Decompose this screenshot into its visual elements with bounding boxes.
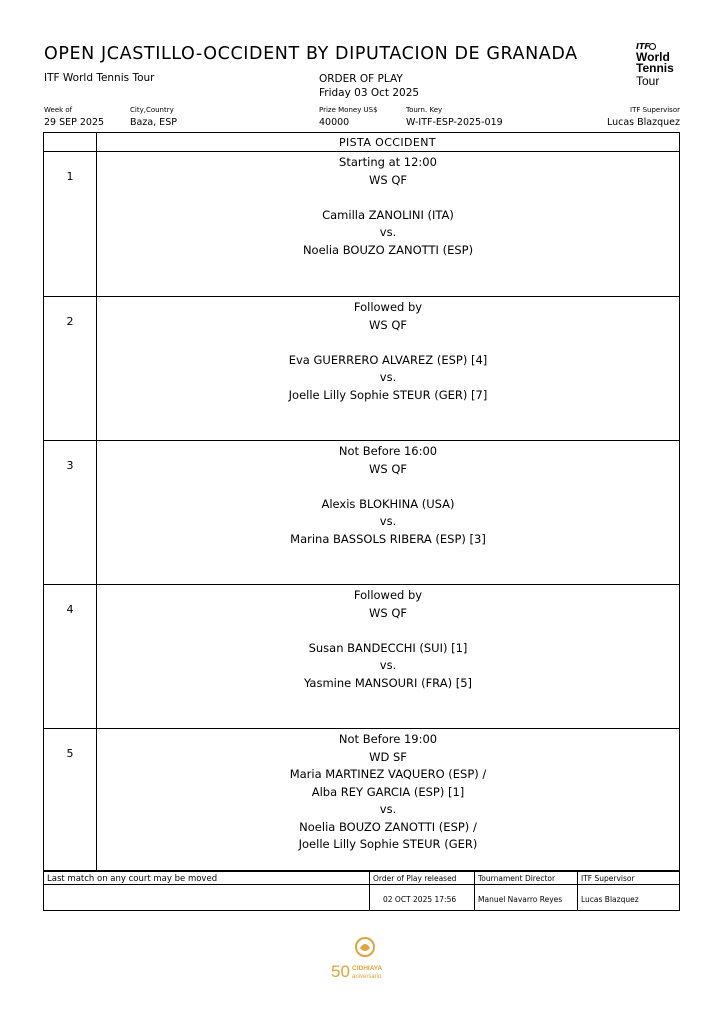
match-details (97, 587, 679, 692)
logo-line-tour: Tour (636, 74, 660, 88)
team-1-player-a: Maria MARTINEZ VAQUERO (ESP) / (289, 767, 487, 781)
logo-wordmark (636, 52, 674, 74)
footer-note: Last match on any court may be moved (47, 874, 218, 884)
footer-supervisor-value: Lucas Blazquez (581, 895, 639, 904)
itf-logo-mark: ITF (636, 42, 650, 51)
player-1: Camilla ZANOLINI (ITA) (322, 207, 454, 222)
anniversary-leaf-icon (360, 944, 370, 951)
match-row-4 (44, 585, 679, 729)
itf-world-tennis-tour-logo (632, 42, 688, 90)
prize-value: 40000 (319, 117, 350, 128)
match-timing: Not Before 19:00 (338, 732, 438, 746)
match-timing: Starting at 12:00 (339, 155, 437, 169)
player-1: Alexis BLOKHINA (USA) (321, 496, 455, 511)
tournament-title: OPEN JCASTILLO-OCCIDENT BY DIPUTACION DE GRANADA (44, 44, 578, 64)
supervisor-label: ITF Supervisor (630, 106, 680, 114)
versus: vs. (379, 370, 397, 384)
player-1: Eva GUERRERO ALVAREZ (ESP) [4] (288, 352, 488, 367)
player-2: Marina BASSOLS RIBERA (ESP) [3] (290, 531, 486, 546)
team-1-player-b: Alba REY GARCIA (ESP) [1] (311, 784, 465, 799)
released-value: 02 OCT 2025 17:56 (383, 895, 457, 904)
director-value: Manuel Navarro Reyes (478, 895, 563, 904)
prize-label: Prize Money US$ (319, 106, 378, 114)
player-2: Noelia BOUZO ZANOTTI (ESP) (302, 242, 474, 257)
anniversary-logo (331, 935, 393, 983)
logo-line-world: World (636, 50, 670, 64)
player-2: Joelle Lilly Sophie STEUR (GER) [7] (288, 387, 488, 402)
week-value: 29 SEP 2025 (44, 117, 105, 128)
footer-table (44, 871, 679, 910)
match-timing: Not Before 16:00 (338, 444, 438, 458)
city-value: Baza, ESP (130, 117, 177, 128)
team-2-player-b: Joelle Lilly Sophie STEUR (GER) (298, 837, 478, 851)
anniversary-text: aniversario (352, 974, 382, 980)
city-label: City,Country (130, 106, 174, 114)
match-event: WS QF (369, 317, 407, 332)
match-details (97, 299, 679, 404)
player-1: Susan BANDECCHI (SUI) [1] (308, 640, 468, 655)
footer-divider (577, 871, 578, 910)
team-2-player-a: Noelia BOUZO ZANOTTI (ESP) / (299, 819, 477, 834)
footer-supervisor-label: ITF Supervisor (581, 874, 635, 883)
match-row-3 (44, 441, 679, 585)
order-of-play-heading: ORDER OF PLAY (319, 73, 403, 85)
match-number: 3 (66, 459, 74, 472)
released-label: Order of Play released (373, 874, 457, 883)
supervisor-value: Lucas Blazquez (606, 117, 680, 128)
number-column-divider (96, 133, 97, 871)
match-details (97, 731, 679, 854)
match-event: WS QF (369, 461, 407, 476)
match-timing: Followed by (353, 588, 423, 602)
versus: vs. (379, 514, 397, 528)
match-number: 1 (66, 170, 74, 183)
tournament-key-value: W-ITF-ESP-2025-019 (406, 117, 503, 128)
footer-top-rule (44, 871, 679, 872)
match-event: WS QF (369, 605, 407, 620)
match-row-2 (44, 297, 679, 441)
match-timing: Followed by (353, 300, 423, 314)
match-row-5 (44, 729, 679, 871)
versus: vs. (379, 802, 397, 816)
anniversary-brand: CIDHIAYA (352, 965, 383, 972)
footer-mid-rule (44, 884, 679, 885)
logo-line-tennis: Tennis (636, 61, 674, 75)
versus: vs. (379, 225, 397, 239)
order-of-play-table (43, 132, 680, 911)
match-number: 5 (66, 747, 74, 760)
play-date: Friday 03 Oct 2025 (319, 87, 420, 99)
player-2: Yasmine MANSOURI (FRA) [5] (303, 675, 473, 690)
versus: vs. (379, 658, 397, 672)
match-number: 4 (66, 603, 74, 616)
match-number: 2 (66, 315, 74, 328)
footer-divider (369, 871, 370, 910)
match-event: WS QF (369, 172, 407, 187)
match-row-1 (44, 152, 679, 297)
order-of-play-block (319, 72, 419, 100)
director-label: Tournament Director (478, 874, 556, 883)
tournament-key-label: Tourn. Key (406, 106, 443, 114)
footer-divider (474, 871, 475, 910)
match-details (97, 443, 679, 548)
tour-name: ITF World Tennis Tour (44, 72, 155, 84)
match-details (97, 154, 679, 259)
court-name: PISTA OCCIDENT (339, 136, 436, 149)
match-event: WD SF (369, 749, 407, 764)
anniversary-number: 50 (331, 962, 350, 981)
week-label: Week of (44, 106, 73, 114)
